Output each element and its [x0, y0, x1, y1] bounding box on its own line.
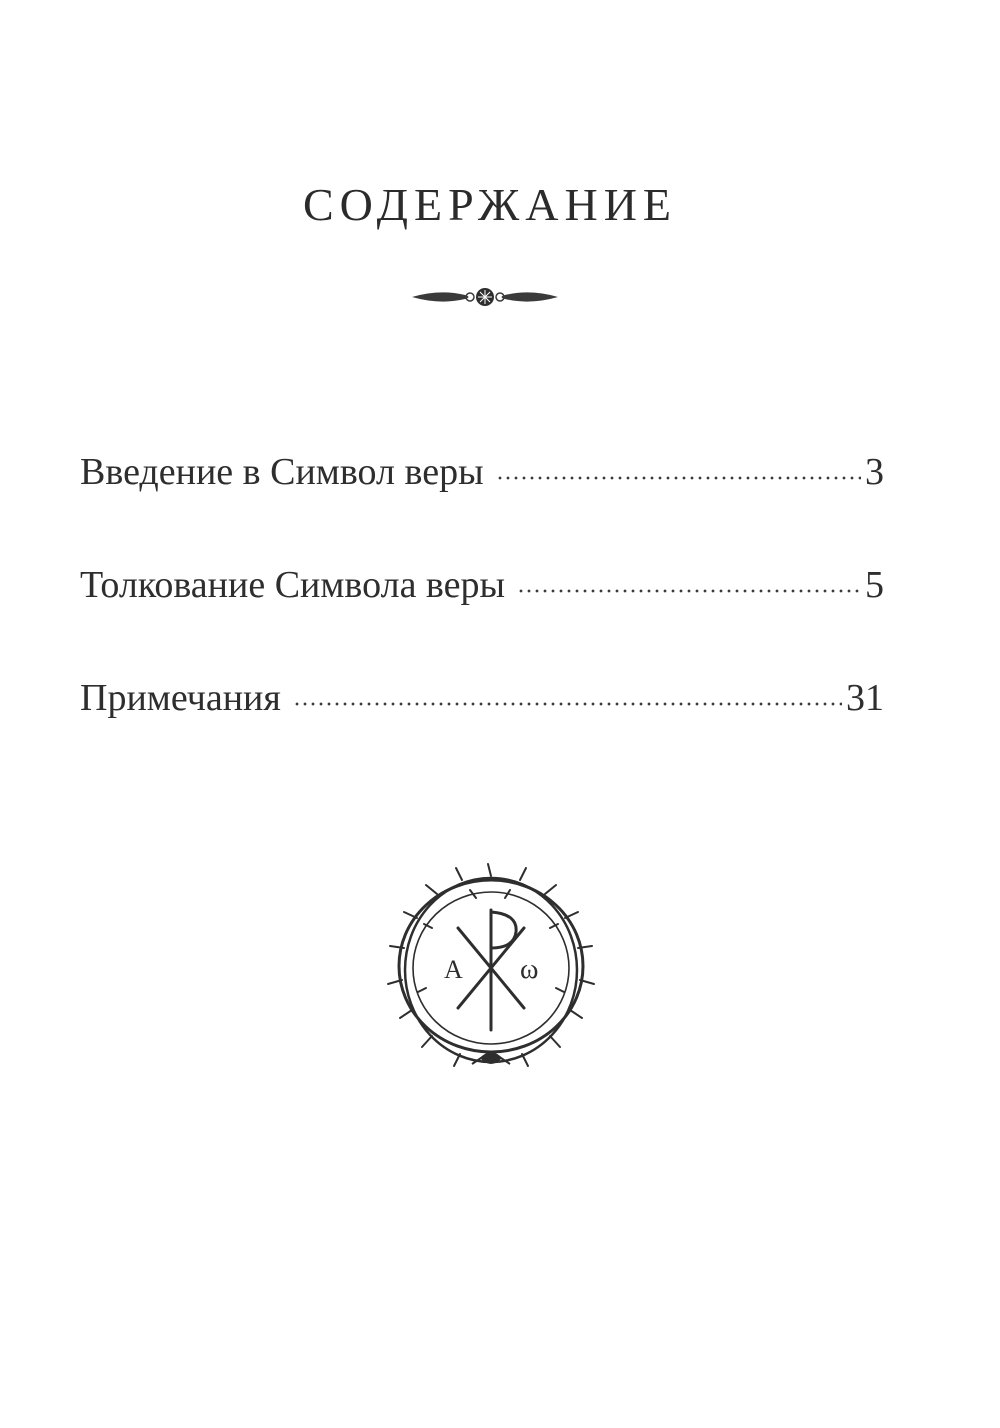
toc-entry[interactable] [80, 563, 884, 621]
toc-entry-page: 3 [865, 451, 884, 493]
toc-entry-label: Толкование Символа веры [80, 564, 506, 606]
chi-rho-wreath-icon [380, 858, 602, 1080]
toc-entry[interactable] [80, 450, 884, 508]
omega-letter: ω [520, 954, 539, 985]
toc-entry-page: 31 [846, 677, 884, 719]
toc-entry-label: Введение в Символ веры [80, 451, 484, 493]
page-title: СОДЕРЖАНИЕ [302, 179, 678, 230]
ornament-divider-icon [410, 282, 560, 312]
toc-entry-page: 5 [865, 564, 884, 606]
dot-leader [293, 700, 842, 708]
alpha-letter: A [444, 955, 463, 984]
dot-leader [517, 587, 861, 595]
dot-leader [496, 474, 861, 482]
toc-entry[interactable] [80, 676, 884, 734]
toc-entry-label: Примечания [80, 677, 281, 719]
table-of-contents [80, 450, 884, 734]
